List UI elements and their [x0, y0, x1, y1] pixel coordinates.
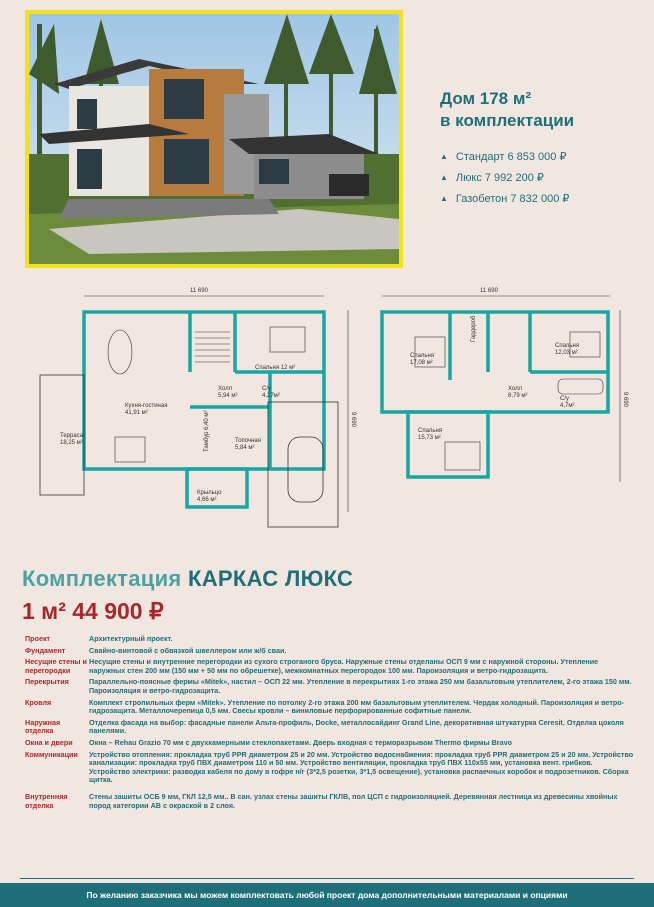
- room-porch: Крыльцо 4,66 м²: [197, 490, 222, 503]
- room-bedroom-1: Спальня 17,08 м²: [410, 353, 435, 366]
- room-bedroom: Спальня 12 м²: [255, 365, 296, 371]
- spec-key: Несущие стены и перегородки: [25, 657, 87, 675]
- price-unit: 1 м²: [22, 598, 66, 624]
- spec-value: Стены зашиты ОСБ 9 мм, ГКЛ 12,5 мм.. В сан. узлах стены зашиты ГКЛВ, пол ЦСП с гидроизоляцией. Деревянная лестница из древесины хвойных пород категории АВ с окраской в 2 слоя.: [89, 791, 618, 810]
- spec-row: [25, 699, 635, 716]
- room-bedroom-3: Спальня 15,73 м²: [418, 428, 443, 441]
- house-title: Дом 178 м²: [440, 89, 532, 108]
- price-item-gasconcrete: [440, 188, 640, 209]
- room-bedroom-2: Спальня 12,03 м²: [555, 343, 580, 356]
- house-photo: [25, 10, 403, 268]
- room-boiler: Топочная 5,84 м²: [235, 438, 262, 451]
- floor2-width-dim: 11 690: [480, 288, 498, 294]
- room-hall: Холл 5,94 м²: [218, 386, 238, 399]
- floor2-height-dim: 9 690: [622, 392, 628, 408]
- price-value: 44 900 ₽: [72, 598, 164, 624]
- spec-value: Устройство отопления: прокладка труб PPR диаметром 25 и 20 мм. Устройство водоснабжения: прокладка труб PPR диаметром 25 и 20 мм. Устройство канализации: прокладка труб ПВХ диаметром 110 и 50 мм. Устройство вентиляции, прокладка труб ПВХ 110х55 мм, установка вент. грибков. Устройство электрики: разводка кабеля по дому в гофре н/г (3*2,5 розетки, 3*1,5 освещение), установка распаечных коробок и подрозетников. Сборка щитка.: [89, 749, 634, 785]
- spec-row: [25, 635, 635, 644]
- specification-table: [25, 635, 635, 813]
- room-tambour: Тамбур 6,40 м²: [204, 410, 210, 452]
- package-price: [22, 598, 164, 625]
- house-info: [440, 88, 640, 209]
- price-item-label: Люкс 7 992 200 ₽: [455, 172, 544, 184]
- spec-row: [25, 647, 635, 656]
- room-wc: С/у 4,27м²: [262, 386, 280, 399]
- spec-key: Проект: [25, 634, 51, 643]
- footer-divider: [20, 878, 634, 879]
- price-item-lux: [440, 167, 640, 188]
- floor-1-plan: [40, 288, 356, 527]
- spec-key: Кровля: [25, 697, 52, 707]
- house-icon: ▲: [440, 173, 448, 182]
- floor-2-plan: [382, 288, 628, 482]
- spec-value: Свайно-винтовой с обвязкой швеллером или ж/б сваи.: [89, 645, 287, 655]
- house-icon: ▲: [440, 152, 448, 161]
- house-subtitle: в комплектации: [440, 111, 575, 130]
- package-heading: [22, 566, 353, 592]
- spec-row: [25, 793, 635, 810]
- package-name: КАРКАС ЛЮКС: [188, 566, 354, 591]
- room-hall-2: Холл 8,79 м²: [508, 386, 528, 399]
- floor1-height-dim: 9 690: [350, 412, 356, 428]
- spec-value: Отделка фасада на выбор: фасадные панели Альта-профиль, Docke, металлосайдинг Grand Line, декоративная штукатурка Ceresit. Отделка цоколя панелями.: [89, 717, 624, 736]
- floor1-width-dim: 11 690: [190, 288, 208, 294]
- spec-value: Комплект стропильных ферм «Mitek». Утепление по потолку 2-го этажа 200 мм базальтовым утеплителем. Чердак холодный. Пароизоляция и ветро-гидрозащита. Металлочерепица 0,5 мм. Свесы кровли – виниловые перфорированные софитные панели.: [89, 697, 625, 716]
- spec-key: Внутренняя отделка: [25, 791, 68, 810]
- spec-key: Фундамент: [25, 645, 66, 655]
- room-kitchen: Кухня-гостиная 41,91 м²: [125, 403, 168, 416]
- spec-key: Наружная отделка: [25, 717, 61, 736]
- spec-row: [25, 751, 635, 785]
- spec-key: Окна и двери: [25, 737, 73, 747]
- spec-row: [25, 719, 635, 736]
- spec-row: [25, 658, 635, 675]
- price-item-label: Стандарт 6 853 000 ₽: [455, 151, 567, 163]
- spec-value: Окна – Rehau Grazio 70 мм с двухкамерными стеклопакетами. Дверь входная с терморазрывом Thermo фирмы Bravo: [89, 737, 512, 747]
- spec-key: Перекрытия: [25, 677, 69, 687]
- spec-value: Архитектурный проект.: [89, 634, 173, 643]
- room-terrace: Терраса 18,25 м²: [60, 433, 84, 446]
- price-item-label: Газобетон 7 832 000 ₽: [455, 193, 570, 205]
- price-list: [440, 146, 640, 209]
- spec-value: Параллельно-поясные фермы «Mitek», настил – ОСП 22 мм. Утепление в перекрытиях 1-го этажа 250 мм базальтовым утеплителем, 2-го этажа 150 мм. Пароизоляция и ветро-гидрозащита.: [89, 677, 632, 695]
- spec-value: Несущие стены и внутренние перегородки из сухого строганого бруса. Наружные стены отделаны ОСП 9 мм с наружной стороны. Утепление наружных стен 200 мм (150 мм + 50 мм по обрешетке), межкомнатных перегородок 100 мм. Пароизоляция и ветро-гидрозащита.: [89, 657, 599, 675]
- room-wardrobe: Гардероб: [471, 315, 477, 342]
- package-label: Комплектация: [22, 566, 182, 591]
- house-icon: ▲: [440, 194, 448, 203]
- price-item-standard: [440, 146, 640, 167]
- floor-plans: [30, 282, 630, 532]
- spec-row: [25, 739, 635, 748]
- spec-row: [25, 678, 635, 695]
- spec-key: Коммуникации: [25, 749, 78, 759]
- footer-note: По желанию заказчика мы можем комплектовать любой проект дома дополнительными материалами и опциями: [0, 883, 654, 907]
- room-wc-2: С/у 4,7м²: [560, 396, 575, 409]
